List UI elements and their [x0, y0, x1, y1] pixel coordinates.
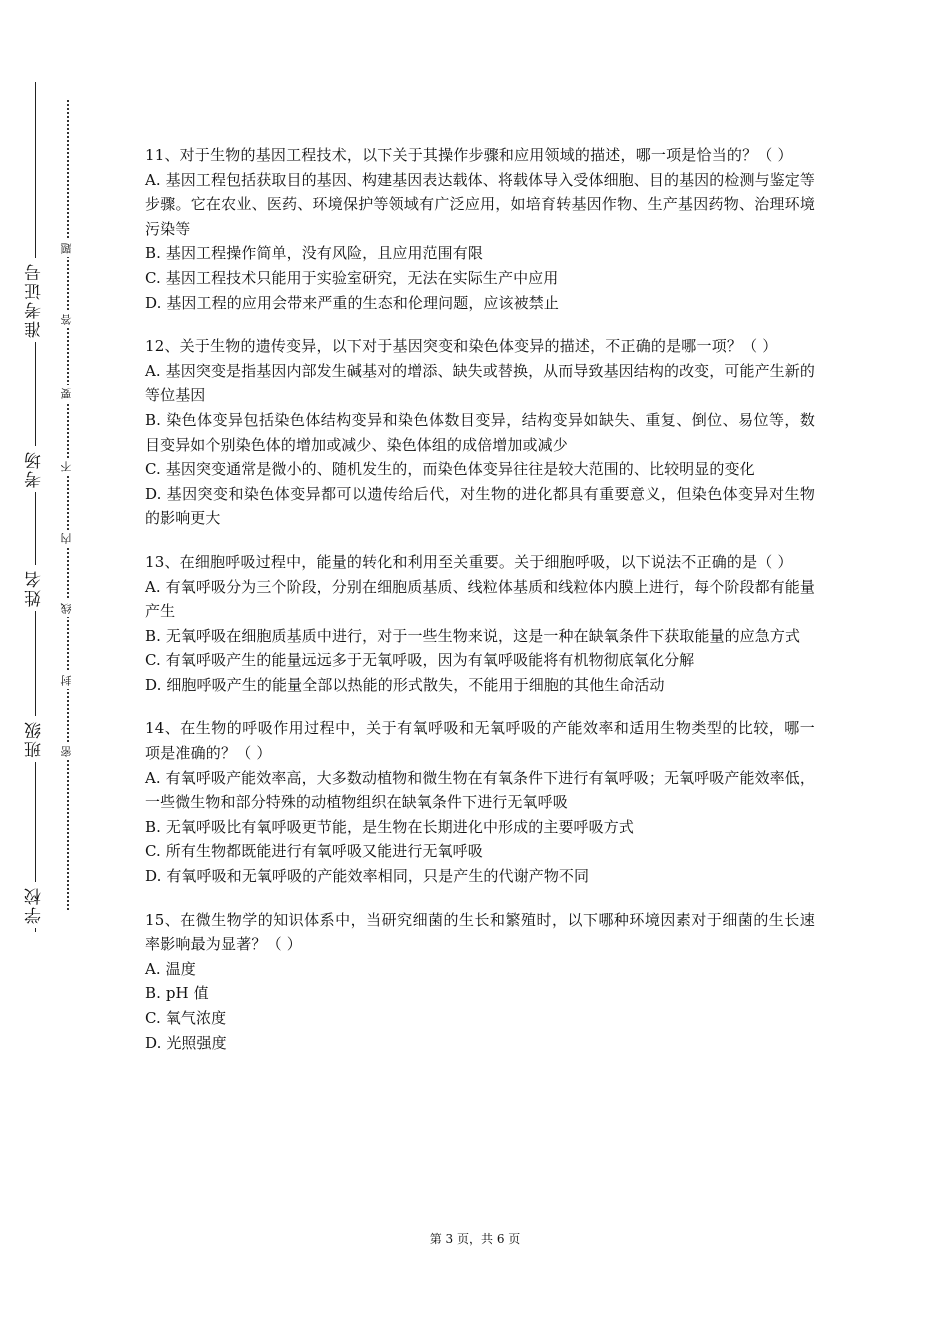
field-name: 姓名: [22, 565, 50, 611]
option-c: C. 有氧呼吸产生的能量远远多于无氧呼吸，因为有氧呼吸能将有机物彻底氧化分解: [145, 651, 695, 670]
question-list: [145, 143, 815, 1074]
question-stem: 15、在微生物学的知识体系中，当研究细菌的生长和繁殖时，以下哪种环境因素对于细菌的生长速率影响最为显著？（ ）: [145, 910, 815, 954]
question-stem: 14、在生物的呼吸作用过程中，关于有氧呼吸和无氧呼吸的产能效率和适用生物类型的比较，哪一项是准确的？（ ）: [145, 719, 815, 763]
option-c: C. 所有生物都既能进行有氧呼吸又能进行无氧呼吸: [145, 842, 483, 861]
option-a: A. 有氧呼吸产能效率高，大多数动植物和微生物在有氧条件下进行有氧呼吸；无氧呼吸产能效率低，一些微生物和部分特殊的动植物组织在缺氧条件下进行无氧呼吸: [145, 768, 815, 812]
question-13: [145, 550, 815, 698]
field-school: 学校: [22, 882, 50, 928]
seal-note: 密: [59, 743, 75, 760]
question-14: [145, 716, 815, 888]
binding-dotted-line: [67, 100, 69, 910]
option-d: D. 细胞呼吸产生的能量全部以热能的形式散失，不能用于细胞的其他生命活动: [145, 675, 665, 694]
question-stem: 12、关于生物的遗传变异，以下对于基因突变和染色体变异的描述，不正确的是哪一项？（ ）: [145, 337, 778, 356]
option-c: C. 基因工程技术只能用于实验室研究，无法在实际生产中应用: [145, 268, 559, 287]
seal-note: 要: [59, 385, 75, 402]
option-b: B. 无氧呼吸在细胞质基质中进行，对于一些生物来说，这是一种在缺氧条件下获取能量的应急方式: [145, 626, 801, 645]
seal-note: 线: [59, 600, 75, 617]
option-b: B. 无氧呼吸比有氧呼吸更节能，是生物在长期进化中形成的主要呼吸方式: [145, 817, 634, 836]
question-stem: 11、对于生物的基因工程技术，以下关于其操作步骤和应用领域的描述，哪一项是恰当的？（ ）: [145, 146, 793, 164]
page-footer: 第 3 页，共 6 页: [429, 1232, 521, 1246]
binding-solid-line: [35, 82, 36, 932]
question-12: [145, 334, 815, 531]
seal-note: 内: [59, 530, 75, 547]
option-b: B. 基因工程操作简单，没有风险，且应用范围有限: [145, 244, 483, 263]
question-11: [145, 143, 815, 315]
option-d: D. 有氧呼吸和无氧呼吸的产能效率相同，只是产生的代谢产物不同: [145, 867, 590, 886]
option-a: A. 基因突变是指基因内部发生碱基对的增添、缺失或替换，从而导致基因结构的改变，可能产生新的等位基因: [145, 361, 815, 405]
seal-note: 封: [59, 672, 75, 689]
option-a: A. 有氧呼吸分为三个阶段，分别在细胞质基质、线粒体基质和线粒体内膜上进行，每个阶段都有能量产生: [145, 577, 815, 621]
seal-note: 答: [59, 311, 75, 328]
option-d: D. 基因突变和染色体变异都可以遗传给后代，对生物的进化都具有重要意义，但染色体变异对生物的影响更大: [145, 484, 815, 528]
seal-note: 题: [59, 240, 75, 257]
option-a: A. 基因工程包括获取目的基因、构建基因表达载体、将载体导入受体细胞、目的基因的检测与鉴定等步骤。它在农业、医药、环境保护等领域有广泛应用，如培育转基因作物、生产基因药物、治理环境污染等: [145, 170, 815, 238]
option-c: C. 基因突变通常是微小的、随机发生的，而染色体变异往往是较大范围的、比较明显的变化: [145, 460, 755, 479]
field-class: 班级: [22, 716, 50, 762]
binding-margin: [0, 0, 110, 1344]
field-exam-room: 考场: [22, 446, 50, 492]
seal-note: 不: [59, 458, 75, 475]
question-stem: 13、在细胞呼吸过程中，能量的转化和利用至关重要。关于细胞呼吸，以下说法不正确的是（ ）: [145, 552, 793, 571]
option-b: B. 染色体变异包括染色体结构变异和染色体数目变异，结构变异如缺失、重复、倒位、易位等，数目变异如个别染色体的增加或减少、染色体组的成倍增加或减少: [145, 410, 815, 454]
option-d: D. 光照强度: [145, 1033, 227, 1052]
field-exam-number: 准考证号: [22, 258, 50, 342]
option-a: A. 温度: [145, 959, 196, 978]
question-15: [145, 908, 815, 1056]
option-d: D. 基因工程的应用会带来严重的生态和伦理问题，应该被禁止: [145, 293, 559, 312]
option-b: B. pH 值: [145, 984, 209, 1003]
option-c: C. 氧气浓度: [145, 1009, 227, 1027]
